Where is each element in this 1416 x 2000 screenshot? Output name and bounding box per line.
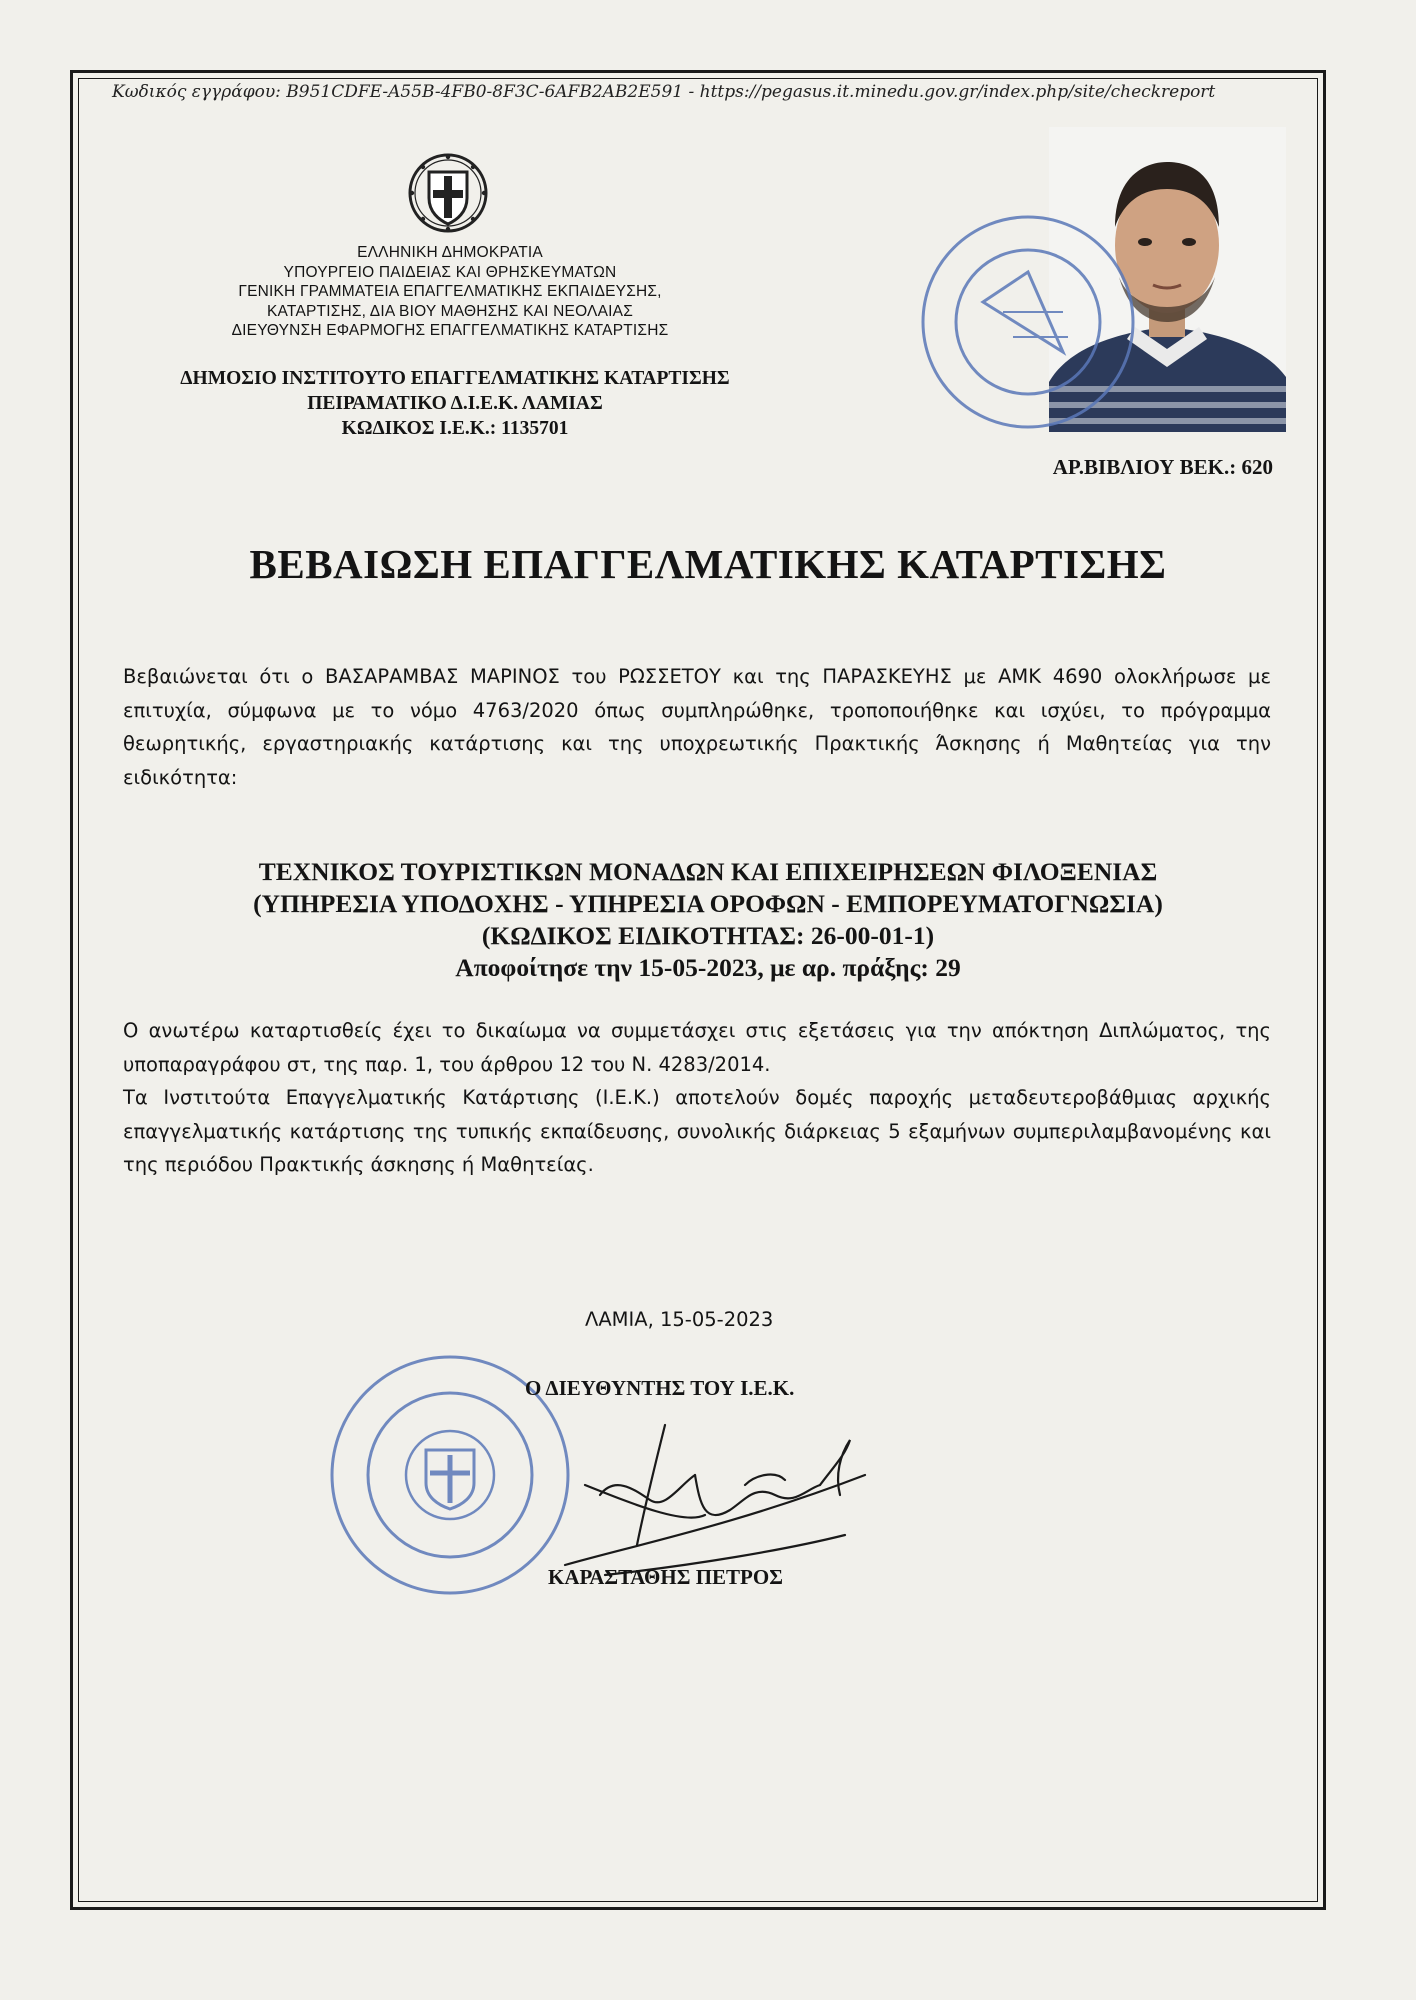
- gov-line-2: ΥΠΟΥΡΓΕΙΟ ΠΑΙΔΕΙΑΣ ΚΑΙ ΘΡΗΣΚΕΥΜΑΤΩΝ: [283, 263, 617, 281]
- handwritten-signature: [545, 1415, 885, 1580]
- specialty-name: ΤΕΧΝΙΚΟΣ ΤΟΥΡΙΣΤΙΚΩΝ ΜΟΝΑΔΩΝ ΚΑΙ ΕΠΙΧΕΙΡΗΣΕΩΝ ΦΙΛΟΞΕΝΙΑΣ: [258, 857, 1158, 886]
- official-seal-icon: [913, 192, 1138, 452]
- certification-text: Βεβαιώνεται ότι ο ΒΑΣΑΡΑΜΒΑΣ ΜΑΡΙΝΟΣ του ΡΩΣΣΕΤΟΥ και της ΠΑΡΑΣΚΕΥΗΣ με ΑΜΚ 4690 ολοκλήρωσε με επιτυχία, σύμφωνα με το νόμο 4763/2020 όπως συμπληρώθηκε, τροποποιήθηκε και ισχύει, το πρόγραμμα θεωρητικής, εργαστηριακής κατάρτισης και της υποχρεωτικής Πρακτικής Άσκησης ή Μαθητείας για την ειδικότητα:: [123, 665, 1271, 789]
- institute-line-1: ΔΗΜΟΣΙΟ ΙΝΣΤΙΤΟΥΤΟ ΕΠΑΓΓΕΛΜΑΤΙΚΗΣ ΚΑΤΑΡΤΙΣΗΣ: [180, 368, 730, 389]
- place-date: ΛΑΜΙΑ, 15-05-2023: [585, 1308, 774, 1331]
- director-title: Ο ΔΙΕΥΘΥΝΤΗΣ ΤΟΥ Ι.Ε.Κ.: [525, 1376, 795, 1400]
- institute-header: [110, 366, 800, 441]
- document-code: Κωδικός εγγράφου: B951CDFE-A55B-4FB0-8F3C-6AFB2AB2E591 - https://pegasus.it.minedu.gov.gr/index.php/site/checkreport: [112, 82, 1216, 102]
- specialty-code: (ΚΩΔΙΚΟΣ ΕΙΔΙΚΟΤΗΤΑΣ: 26-00-01-1): [481, 921, 935, 950]
- graduation-line: Αποφοίτησε την 15-05-2023, με αρ. πράξης: 29: [455, 953, 961, 982]
- book-number: ΑΡ.ΒΙΒΛΙΟΥ ΒΕΚ.: 620: [1052, 455, 1273, 479]
- iek-text: Τα Ινστιτούτα Επαγγελματικής Κατάρτισης (Ι.Ε.Κ.) αποτελούν δομές παροχής μεταδευτεροβάθμιας αρχικής επαγγελματικής κατάρτισης της τυπικής εκπαίδευσης, συνολικής διάρκειας 5 εξαμήνων συμπεριλαμβανομένης και της περιόδου Πρακτικής άσκησης ή Μαθητείας.: [123, 1086, 1271, 1176]
- government-header: [170, 243, 730, 341]
- gov-line-3: ΓΕΝΙΚΗ ΓΡΑΜΜΑΤΕΙΑ ΕΠΑΓΓΕΛΜΑΤΙΚΗΣ ΕΚΠΑΙΔΕΥΣΗΣ,: [238, 283, 662, 300]
- rights-block: [123, 1014, 1271, 1182]
- director-name: ΚΑΡΑΣΤΑΘΗΣ ΠΕΤΡΟΣ: [548, 1565, 783, 1589]
- page-title: ΒΕΒΑΙΩΣΗ ΕΠΑΓΓΕΛΜΑΤΙΚΗΣ ΚΑΤΑΡΤΙΣΗΣ: [249, 541, 1167, 587]
- greek-coat-of-arms-icon: [407, 152, 489, 234]
- gov-line-4: ΚΑΤΑΡΤΙΣΗΣ, ΔΙΑ ΒΙΟΥ ΜΑΘΗΣΗΣ ΚΑΙ ΝΕΟΛΑΙΑΣ: [267, 302, 633, 320]
- gov-line-5: ΔΙΕΥΘΥΝΣΗ ΕΦΑΡΜΟΓΗΣ ΕΠΑΓΓΕΛΜΑΤΙΚΗΣ ΚΑΤΑΡΤΙΣΗΣ: [231, 322, 669, 339]
- rights-text: Ο ανωτέρω καταρτισθείς έχει το δικαίωμα να συμμετάσχει στις εξετάσεις για την απόκτηση Διπλώματος, της υποπαραγράφου στ, της παρ. 1, του άρθρου 12 του Ν. 4283/2014.: [123, 1019, 1271, 1076]
- specialty-services: (ΥΠΗΡΕΣΙΑ ΥΠΟΔΟΧΗΣ - ΥΠΗΡΕΣΙΑ ΟΡΟΦΩΝ - ΕΜΠΟΡΕΥΜΑΤΟΓΝΩΣΙΑ): [253, 889, 1163, 918]
- specialty-block: [0, 856, 1416, 984]
- gov-line-1: ΕΛΛΗΝΙΚΗ ΔΗΜΟΚΡΑΤΙΑ: [357, 244, 543, 261]
- institute-code: ΚΩΔΙΚΟΣ Ι.Ε.Κ.: 1135701: [341, 418, 569, 439]
- institute-line-2: ΠΕΙΡΑΜΑΤΙΚΟ Δ.Ι.Ε.Κ. ΛΑΜΙΑΣ: [307, 393, 603, 414]
